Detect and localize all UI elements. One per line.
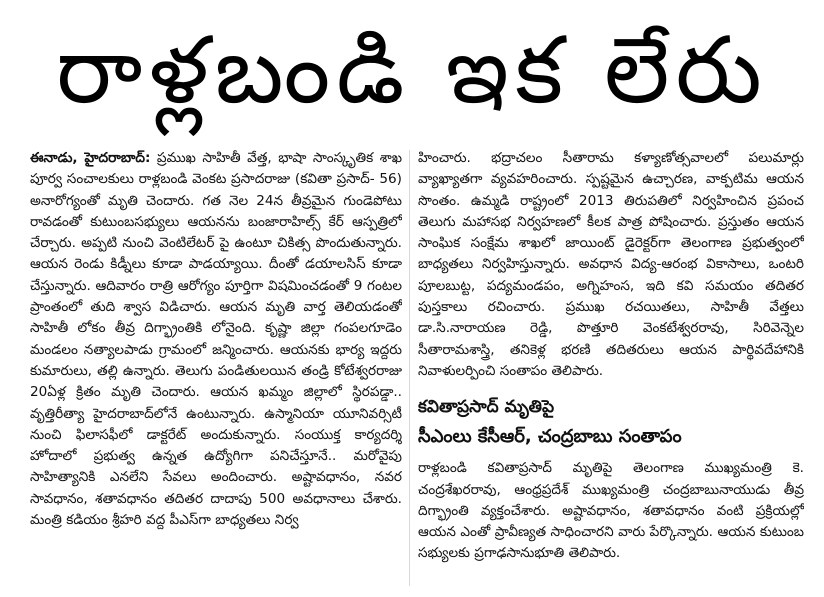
article-text-left: ప్రముఖ సాహితీ వేత్త, భాషా సాంస్కృతిక శాఖ పూర్వ సంచాలకులు రాళ్లబండి వెంకట ప్రసాదరాజు (కవితా ప్రసాద్- 56) అనారోగ్యంతో మృతి చెందారు. గత నెల 24న తీవ్రమైన గుండెపోటు రావడంతో కుటుంబసభ్యులు ఆయనను బంజారాహిల్స్ కేర్ ఆస్పత్రిలో చేర్చారు. అప్పటి నుంచి వెంటిలేటర్ పై ఉంటూ చికిత్స పొందుతున్నారు. ఆయన రెండు కిడ్నీలు కూడా పాడయ్యాయి. దీంతో డయాలసిస్ కూడా చేస్తున్నారు. ఆదివారం రాత్రి ఆరోగ్యం పూర్తిగా విషమించడంతో 9 గంటల ప్రాంతంలో తుది శ్వాస విడిచారు. ఆయన మృతి వార్త తెలియడంతో సాహితీ లోకం తీవ్ర దిగ్భ్రాంతికి లోనైంది. కృష్ణా జిల్లా గంపలగూడెం మండలం నత్యాలపాడు గ్రామంలో జన్మించారు. ఆయనకు భార్య ఇద్దరు కుమారులు, తల్లి ఉన్నారు. తెలుగు పండితులయిన తండ్రి కోటేశ్వరరాజు 20ఏళ్ల క్రితం మృతి చెందారు. ఆయన ఖమ్మం జిల్లాలో స్థిరపడ్డా.. వృత్తిరీత్యా హైదరాబాద్‌లోనే ఉంటున్నారు. ఉస్మానియా యూనివర్సిటీ నుంచి ఫిలాసఫీలో డాక్టరేట్ అందుకున్నారు. సంయుక్త కార్యదర్శి హోదాలో ప్రభుత్వ ఉన్నత ఉద్యోగిగా పనిచేస్తూనే.. మరోవైపు సాహిత్యానికి ఎనలేని సేవలు అందించారు. అష్టావధానం, నవర సావధానం, శతావధానం తదితర దాదాపు 500 అవధానాలు చేశారు. మంత్రి కడియం శ్రీహరి వద్ద పీఎస్‌గా బాధ్యతలు నిర్వ <box>30 150 402 529</box>
subheading-2: సీఎంలు కేసీఆర్, చంద్రబాబు సంతాపం <box>418 426 682 448</box>
left-column <box>30 148 402 588</box>
article-text-right-2: రాళ్లబండి కవితాప్రసాద్ మృతిపై తెలంగాణ ముఖ్యమంత్రి కె. చంద్రశేఖరరావు, ఆంధ్రప్రదేశ్ ముఖ్యమంత్రి చంద్రబాబునాయుడు తీవ్ర దిగ్భ్రాంతి వ్యక్తంచేశారు. అష్టావధానం, శతావధానం వంటి ప్రక్రియల్లో ఆయన ఎంతో ప్రావీణ్యత సాధించారని వారు పేర్కొన్నారు. ఆయన కుటుంబ సభ్యులకు ప్రగాఢసానుభూతి తెలిపారు. <box>418 460 804 562</box>
article-text-right: హించారు. భద్రాచలం సీతారామ కళ్యాణోత్సవాలలో పలుమార్లు వ్యాఖ్యాతగా వ్యవహరించారు. స్పష్టమైన ఉచ్చారణ, వాక్పటిమ ఆయన సొంతం. ఉమ్మడి రాష్ట్రంలో 2013 తిరుపతిలో నిర్వహించిన ప్రపంచ తెలుగు మహాసభ నిర్వహణలో కీలక పాత్ర పోషించారు. ప్రస్తుతం ఆయన సాంఘిక సంక్షేమ శాఖలో జాయింట్ డైరెక్టర్‌గా తెలంగాణ ప్రభుత్వంలో బాధ్యతలు నిర్వహిస్తున్నారు. అవధాన విద్య-ఆరంభ వికాసాలు, ఒంటరి పూలబుట్ట, పద్యమండపం, అగ్నిహంస, ఇది కవి సమయం తదితర పుస్తకాలు రచించారు. ప్రముఖ రచయితలు, సాహితీ వేత్తలు డా.సి.నారాయణ రెడ్డి, పొత్తూరి వెంకటేశ్వరరావు, సిరివెన్నెల సీతారామశాస్త్రి, తనికెళ్ల భరణి తదితరులు ఆయన పార్థివదేహానికి నివాళులర్పించి సంతాపం తెలిపారు. <box>418 150 804 379</box>
right-column <box>418 148 804 588</box>
column-divider <box>409 150 410 586</box>
subheading-1: కవితాప్రసాద్ మృతిపై <box>418 397 555 418</box>
article-body-left <box>30 148 402 531</box>
dateline: ఈనాడు, హైదరాబాద్: <box>30 150 151 166</box>
headline: రాళ్లబండి ఇక లేరు <box>56 17 768 124</box>
